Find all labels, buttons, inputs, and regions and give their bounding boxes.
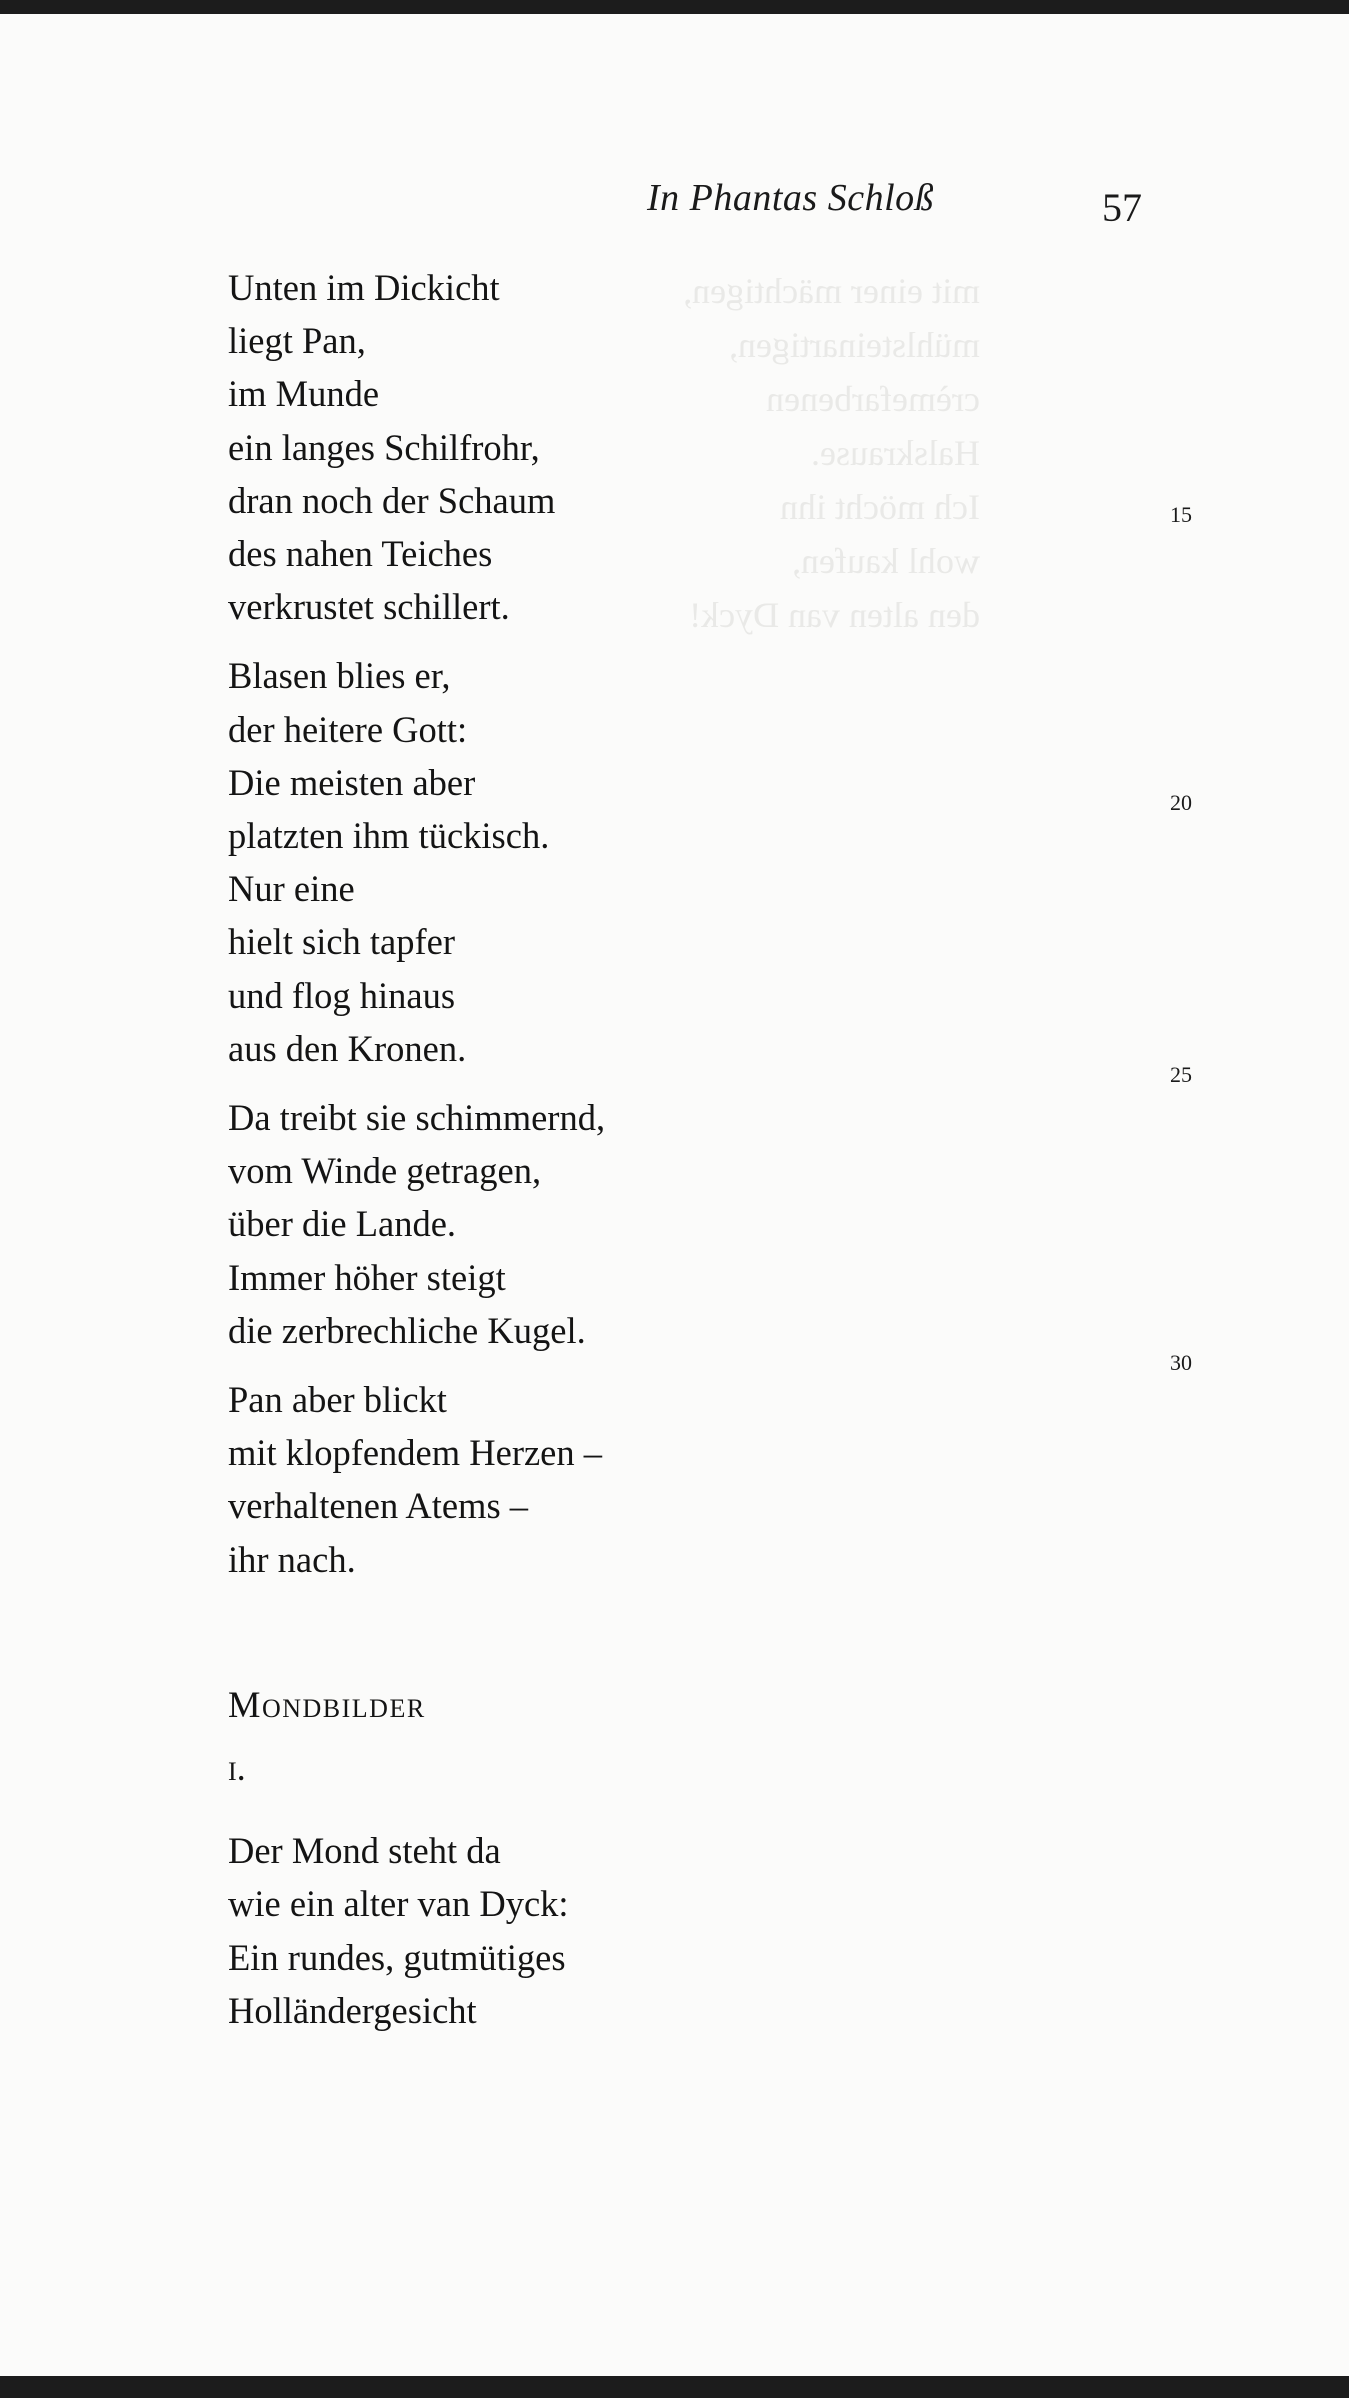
verse-line: des nahen Teiches — [228, 533, 493, 575]
line-number: 20 — [1170, 790, 1192, 815]
verse-line: die zerbrechliche Kugel. — [228, 1309, 586, 1351]
verse-line: liegt Pan, — [228, 320, 366, 362]
page-number: 57 — [1102, 185, 1142, 230]
section-number: i. — [228, 1747, 246, 1789]
verse-line: Die meisten aber — [228, 761, 476, 803]
stanza — [228, 1091, 748, 1357]
verse-line: platzten ihm tückisch. — [228, 815, 550, 857]
verse-line: aus den Kronen. — [228, 1027, 467, 1069]
stanza — [228, 1824, 748, 2037]
line-number: 15 — [1170, 502, 1192, 527]
line-number: 25 — [1170, 1062, 1192, 1087]
verse-line: ein langes Schilfrohr, — [228, 426, 540, 468]
verse-line: wie ein alter van Dyck: — [228, 1883, 569, 1925]
bleed-through-text: mit einer mächtigen, mühlsteinartigen, crèmefarbenen Halskrause. Ich möcht ihn wohl kaufen, den alten van Dyck! — [683, 271, 980, 635]
section-title: Mondbilder — [228, 1683, 426, 1725]
verse-line: verhaltenen Atems – — [228, 1485, 529, 1527]
verse-line: Holländergesicht — [228, 1989, 477, 2031]
verse-line: Unten im Dickicht — [228, 267, 500, 308]
poem-text — [228, 261, 748, 2037]
verse-line: Der Mond steht da — [228, 1830, 501, 1872]
verse-line: und flog hinaus — [228, 974, 456, 1016]
verse-line: dran noch der Schaum — [228, 479, 556, 521]
verse-line: im Munde — [228, 373, 380, 415]
stanza — [228, 1373, 748, 1586]
stanza — [228, 261, 748, 633]
verse-line: Blasen blies er, — [228, 655, 451, 697]
scan-top-edge — [0, 0, 1349, 14]
verse-line: verkrustet schillert. — [228, 586, 510, 628]
scan-bottom-edge — [0, 2376, 1349, 2398]
running-title: In Phantas Schloß — [647, 177, 935, 219]
verse-line: vom Winde getragen, — [228, 1150, 542, 1192]
stanza — [228, 649, 748, 1075]
verse-line: der heitere Gott: — [228, 708, 468, 750]
verse-line: hielt sich tapfer — [228, 921, 456, 963]
verse-line: über die Lande. — [228, 1203, 457, 1245]
verse-line: Immer höher steigt — [228, 1256, 506, 1298]
verse-line: Pan aber blickt — [228, 1379, 447, 1421]
verse-line: ihr nach. — [228, 1538, 356, 1580]
verse-line: Da treibt sie schimmernd, — [228, 1097, 606, 1139]
verse-line: Nur eine — [228, 868, 355, 910]
book-page — [0, 14, 1349, 2376]
line-number: 30 — [1170, 1350, 1192, 1375]
verse-line: mit klopfendem Herzen – — [228, 1432, 603, 1474]
verse-line: Ein rundes, gutmütiges — [228, 1936, 566, 1978]
